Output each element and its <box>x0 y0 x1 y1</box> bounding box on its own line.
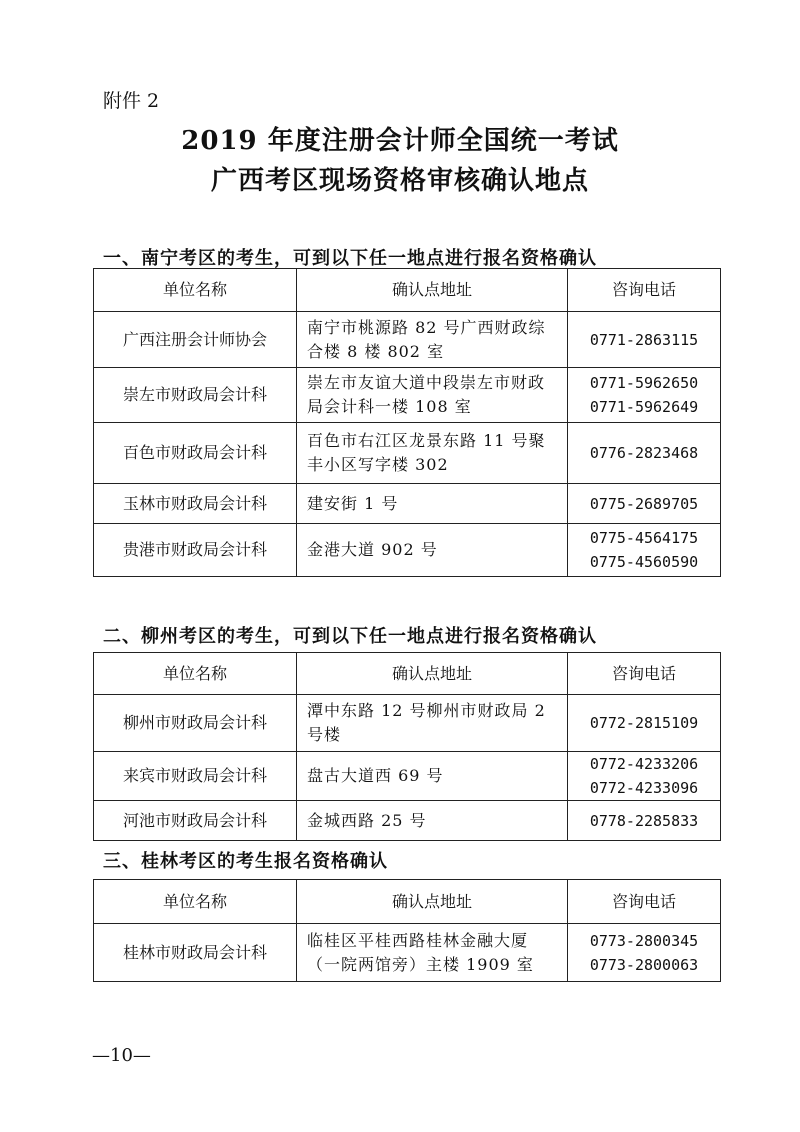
cell-phone <box>568 368 721 423</box>
cell-address: 南宁市桃源路 82 号广西财政综合楼 8 楼 802 室 <box>297 312 568 368</box>
phone-number: 0775-2689705 <box>589 494 699 513</box>
phone-number: 0773-2800345 <box>589 931 699 950</box>
table-row <box>94 924 721 982</box>
table-row <box>94 484 721 524</box>
col-header-name: 单位名称 <box>94 653 297 695</box>
phone-number: 0778-2285833 <box>589 811 699 830</box>
cell-name: 河池市财政局会计科 <box>94 801 297 841</box>
cell-phone <box>568 423 721 484</box>
cell-name: 贵港市财政局会计科 <box>94 524 297 577</box>
table-row <box>94 423 721 484</box>
table-guilin <box>93 879 721 982</box>
phone-number: 0772-4233096 <box>589 779 699 797</box>
cell-address: 潭中东路 12 号柳州市财政局 2 号楼 <box>297 695 568 752</box>
phone-number: 0773-2800063 <box>589 955 699 974</box>
phone-number: 0776-2823468 <box>589 444 699 462</box>
cell-address: 盘古大道西 69 号 <box>297 752 568 801</box>
col-header-phone: 咨询电话 <box>568 269 721 312</box>
cell-phone <box>568 924 721 982</box>
table-liuzhou <box>93 652 721 841</box>
col-header-address: 确认点地址 <box>297 880 568 924</box>
cell-name: 来宾市财政局会计科 <box>94 752 297 801</box>
table-row <box>94 752 721 801</box>
page-number: —10— <box>92 1045 151 1066</box>
table-header-row <box>94 880 721 924</box>
document-title-line2: 广西考区现场资格审核确认地点 <box>210 166 589 196</box>
col-header-name: 单位名称 <box>94 269 297 312</box>
section-heading-liuzhou: 二、柳州考区的考生，可到以下任一地点进行报名资格确认 <box>103 626 597 647</box>
col-header-phone: 咨询电话 <box>568 653 721 695</box>
phone-number: 0771-5962649 <box>589 398 699 416</box>
document-title-line1: 2019 年度注册会计师全国统一考试 <box>181 126 619 156</box>
table-row <box>94 524 721 577</box>
phone-number: 0771-2863115 <box>589 330 699 349</box>
cell-address: 金港大道 902 号 <box>297 524 568 577</box>
cell-name: 柳州市财政局会计科 <box>94 695 297 752</box>
table-row <box>94 312 721 368</box>
table-nanning <box>93 268 721 577</box>
col-header-phone: 咨询电话 <box>568 880 721 924</box>
phone-number: 0775-4560590 <box>589 553 699 571</box>
attachment-label: 附件 2 <box>103 90 160 112</box>
phone-number: 0772-2815109 <box>589 714 699 732</box>
cell-name: 广西注册会计师协会 <box>94 312 297 368</box>
cell-phone <box>568 801 721 841</box>
cell-address: 百色市右江区龙景东路 11 号聚丰小区写字楼 302 <box>297 423 568 484</box>
table-row <box>94 801 721 841</box>
cell-name: 桂林市财政局会计科 <box>94 924 297 982</box>
col-header-address: 确认点地址 <box>297 653 568 695</box>
phone-number: 0775-4564175 <box>589 529 699 547</box>
phone-number: 0771-5962650 <box>589 374 699 392</box>
table-header-row <box>94 269 721 312</box>
section-heading-nanning: 一、南宁考区的考生，可到以下任一地点进行报名资格确认 <box>103 248 597 269</box>
table-header-row <box>94 653 721 695</box>
col-header-address: 确认点地址 <box>297 269 568 312</box>
cell-phone <box>568 484 721 524</box>
section-heading-guilin: 三、桂林考区的考生报名资格确认 <box>103 851 388 872</box>
cell-phone <box>568 312 721 368</box>
cell-phone <box>568 695 721 752</box>
cell-address: 崇左市友谊大道中段崇左市财政局会计科一楼 108 室 <box>297 368 568 423</box>
cell-phone <box>568 752 721 801</box>
cell-address: 金城西路 25 号 <box>297 801 568 841</box>
cell-name: 百色市财政局会计科 <box>94 423 297 484</box>
cell-name: 玉林市财政局会计科 <box>94 484 297 524</box>
phone-number: 0772-4233206 <box>589 755 699 773</box>
table-row <box>94 695 721 752</box>
cell-address: 建安街 1 号 <box>297 484 568 524</box>
table-row <box>94 368 721 423</box>
cell-name: 崇左市财政局会计科 <box>94 368 297 423</box>
col-header-name: 单位名称 <box>94 880 297 924</box>
cell-address: 临桂区平桂西路桂林金融大厦（一院两馆旁）主楼 1909 室 <box>297 924 568 982</box>
cell-phone <box>568 524 721 577</box>
